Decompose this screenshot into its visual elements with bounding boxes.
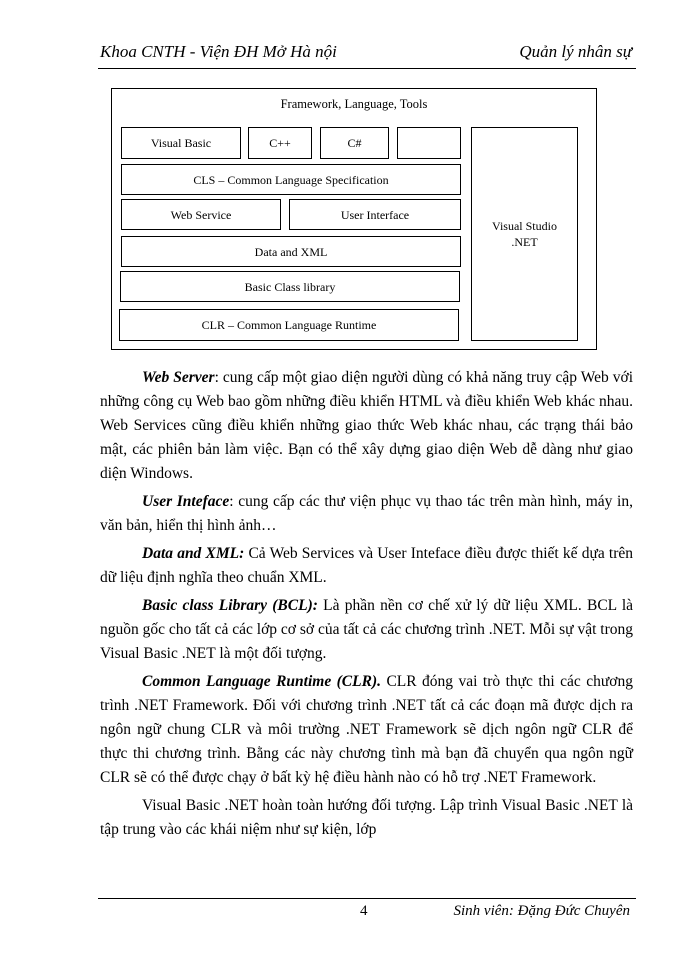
term: User Inteface xyxy=(142,493,230,510)
paragraph-bcl xyxy=(100,594,633,666)
lang-empty xyxy=(397,127,461,159)
page-footer xyxy=(98,898,636,925)
term: Data and XML: xyxy=(142,545,245,562)
paragraph-text: cung cấp một giao diện người dùng có khả năng truy cập Web với những công cụ Web bao gồm những điều khiển HTML và điều khiển Web khác nhau. Web Services cũng điều khiển những giao thức Web khác nhau, các trạng thái bảo mật, các phiên bản làm việc. Bạn có thể xây dựng giao diện Web dễ dàng như giao diện Windows. xyxy=(100,369,634,482)
lang-visual-basic: Visual Basic xyxy=(121,127,241,159)
data-xml-layer: Data and XML xyxy=(121,236,461,267)
diagram-title: Framework, Language, Tools xyxy=(280,97,428,111)
page-header xyxy=(98,38,636,69)
paragraph-text: Cả Web Services và User Inteface điều được thiết kế dựa trên dữ liệu định nghĩa theo chuẩn XML. xyxy=(100,545,634,586)
visual-studio-box: Visual Studio .NET xyxy=(471,127,578,341)
header-institution: Khoa CNTH - Viện ĐH Mở Hà nội xyxy=(100,42,337,61)
web-service-layer: Web Service xyxy=(121,199,281,230)
paragraph-web-server xyxy=(100,366,633,486)
class-library-layer: Basic Class library xyxy=(120,271,460,302)
dotnet-framework-diagram xyxy=(111,88,597,350)
paragraph-text: Là phần nền cơ chế xử lý dữ liệu XML. BCL là nguồn gốc cho tất cả các lớp cơ sở của tất cả các chương trình .NET. Mỗi sự vật trong Visual Basic .NET là một đối tượng. xyxy=(100,597,634,662)
term: Basic class Library (BCL): xyxy=(142,597,318,614)
term-separator: : xyxy=(229,493,239,510)
paragraph-vbnet xyxy=(100,794,633,842)
paragraph-user-interface xyxy=(100,490,633,538)
cls-layer: CLS – Common Language Specification xyxy=(121,164,461,195)
header-document-title: Quản lý nhân sự xyxy=(519,42,632,61)
paragraph-data-xml xyxy=(100,542,633,590)
paragraph-text: Visual Basic .NET hoàn toàn hướng đối tượng. Lập trình Visual Basic .NET là tập trung vào các khái niệm như sự kiện, lớp xyxy=(100,797,633,838)
term: Web Server xyxy=(142,369,215,386)
page-number: 4 xyxy=(360,903,368,919)
paragraph-text: cung cấp các thư viện phục vụ thao tác trên màn hình, máy in, văn bản, hiển thị hình ảnh… xyxy=(100,493,633,534)
paragraph-text: CLR đóng vai trò thực thi các chương trình .NET Framework. Đối với chương trình .NET tất cả các đoạn mã được dịch ra ngôn ngữ chung CLR và môi trường .NET Framework sẽ dịch ngôn ngữ CLR để thực thi chương trình. Bằng các này chương tình mà bạn đã chuyển qua ngôn ngữ CLR sẽ có thể được chạy ở bất kỳ hệ điều hành nào có hỗ trợ .NET Framework. xyxy=(100,673,633,786)
lang-cpp: C++ xyxy=(248,127,312,159)
user-interface-layer: User Interface xyxy=(289,199,461,230)
footer-author: Sinh viên: Đặng Đức Chuyên xyxy=(453,903,630,919)
term: Common Language Runtime (CLR). xyxy=(142,673,381,690)
clr-layer: CLR – Common Language Runtime xyxy=(119,309,459,341)
paragraph-clr xyxy=(100,670,633,790)
term-separator: : xyxy=(214,369,223,386)
lang-csharp: C# xyxy=(320,127,389,159)
body-text xyxy=(100,366,633,846)
